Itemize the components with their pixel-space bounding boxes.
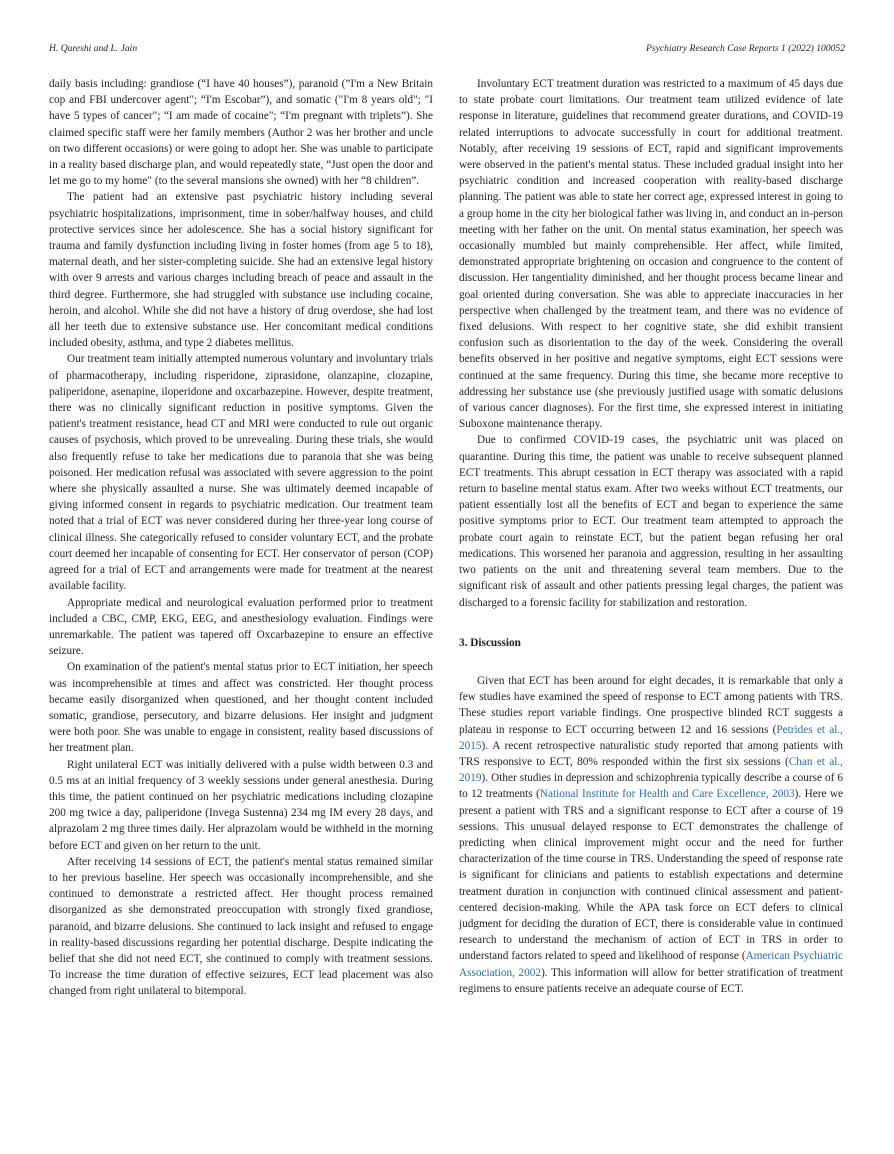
paragraph: Involuntary ECT treatment duration was restricted to a maximum of 45 days due to state probate court limitations. Our treatment team utilized evidence of late response in literature, guidelines that recommend greater durations, and COVID-19 related interruptions to advocate successfully in court for additional treatment. Notably, after receiving 19 sessions of ECT, rapid and significant improvements were observed in the patient's mental status. These included gradual insight into her psychiatric condition and increased cooperation with reality-based discharge planning. The patient was able to state her correct age, expressed interest in going to a group home in the city her biological father was living in, and conduct an in-person meeting with her father on the unit. On mental status examination, her speech was occasionally mumbled but mainly comprehensible. Her affect, while limited, demonstrated appropriate brightening on occasion and congruence to the content of discussion. Her tangentiality diminished, and her thought process became linear and goal oriented during conversation. She was able to appreciate inaccuracies in her perspective when challenged by the treatment team, and there was no evidence of fixed delusions. With respect to her cognitive state, she did exhibit transient confusion such as disorientation to the day of the week. Considering the overall benefits observed in her positive and negative symptoms, eight ECT sessions were continued at the same frequency. During this time, she became more receptive to addressing her substance use (she previously justified usage with somatic delusions of various cancer diagnoses). For the first time, she expressed interest in initiating Suboxone maintenance therapy.: [459, 78, 843, 431]
paragraph: daily basis including: grandiose (“I have 40 houses”), paranoid (”I'm a New Britain cop and FBI undercover agent"; “I'm Escobar”), and somatic ("I'm 8 years old"; "I have 5 types of cancer"; “I am made of cocaine"; “I'm pregnant with triplets”). She claimed specific staff were her family members (Author 2 was her brother and uncle on two different occasions) or were going to adopt her. She was unable to participate in a reality based discharge plan, and would repeatedly state, “Just open the door and let me go to my home" (to the several mansions she owned) with her “8 children”.: [49, 78, 433, 188]
discussion-paragraph: [459, 673, 843, 997]
text-run: ). A recent retrospective naturalistic study reported that among patients with TRS responsive to ECT, 80% responded within the first six sessions (: [459, 739, 843, 768]
running-header-authors: H. Qureshi and L. Jain: [49, 43, 138, 54]
section-heading-discussion: 3. Discussion: [459, 636, 521, 649]
paragraph: After receiving 14 sessions of ECT, the patient's mental status remained similar to her previous baseline. Her speech was occasionally incomprehensible, and she continued to demonstrate a restricted affect. Her thought process remained disorganized as she demonstrated preoccupation with strongly fixed grandiose, paranoid, and bizarre delusions. She continued to lack insight and refused to engage in reality-based discussions regarding her potential discharge. Despite indicating the belief that she did not need ECT, she continued to comply with treatment sessions. To increase the time duration of effective seizures, ECT lead placement was also changed from right unilateral to bitemporal.: [49, 855, 433, 998]
paragraph: The patient had an extensive past psychiatric history including several psychiatric hospitalizations, imprisonment, time in sober/halfway houses, and child protective services since her adolescence. She has a social history significant for trauma and family dysfunction including living in foster homes (from age 5 to 18), maternal death, and her sister-completing suicide. She had an extensive legal history with over 9 arrests and various charges including breach of peace and assault in the third degree. Furthermore, she had struggled with substance use including cocaine, heroin, and alcohol. While she did not have a history of drug overdose, she had lost all her teeth due to extensive substance use. Her concomitant medical conditions included obesity, asthma, and type 2 diabetes mellitus.: [49, 191, 433, 350]
paragraph: Right unilateral ECT was initially delivered with a pulse width between 0.3 and 0.5 ms at an initial frequency of 3 weekly sessions under general anesthesia. During this time, the patient continued on her psychiatric medications including clozapine 200 mg twice a day, paliperidone (Invega Sustenna) 234 mg IM every 28 days, and alprazolam 2 mg three times daily. Her alprazolam would be withheld in the morning before ECT and given on her return to the unit.: [49, 758, 433, 852]
running-header-journal: Psychiatry Research Case Reports 1 (2022) 100052: [646, 43, 845, 54]
text-run: ). Here we present a patient with TRS and a significant response to ECT after a course of 19 sessions. This unusual delayed response to ECT demonstrates the challenge of predicting when clinical improvement might occur and the need for further characterization of the time course in TRS. Understanding the speed of response rate is significant for clinicians and patients to establish expectations and determine treatment duration in conjunction with continued clinical assessment and patient-centered decision-making. While the APA task force on ECT defers to clinical judgment for deciding the duration of ECT, there is considerable value in continued research to understand the mechanism of action of ECT in TRS in order to understand factors related to speed and likelihood of response (: [459, 788, 843, 963]
paragraph: Our treatment team initially attempted numerous voluntary and involuntary trials of pharmacotherapy, including risperidone, ziprasidone, olanzapine, clozapine, paliperidone, asenapine, iloperidone and oxcarbazepine. However, despite treatment, there was no clinically significant reduction in positive symptoms. Given the patient's treatment resistance, head CT and MRI were conducted to rule out organic causes of psychosis, which proved to be unrevealing. During these trials, she would also frequently refuse to take her medications due to paranoia that she was being poisoned. Her medication refusal was associated with severe aggression to the point where she physically assaulted a nurse. She was ultimately deemed incapable of giving informed consent in regards to psychiatric medication. Our treatment team noted that a trial of ECT was never considered during her three-year long course of clinical illness. She categorically refused to consider voluntary ECT, and the probate court deemed her incapable of consenting for ECT. Her conservator of person (COP) agreed for a trial of ECT and arrangements were made for treatment at the nearest available facility.: [49, 353, 433, 593]
citation-link[interactable]: American Psychiatric Association, 2002: [459, 950, 843, 979]
text-run: ). Other studies in depression and schizophrenia typically describe a course of 6 to 12 treatments (: [459, 772, 843, 801]
citation-link[interactable]: Chan et al., 2019: [459, 755, 843, 785]
paragraph: Due to confirmed COVID-19 cases, the psychiatric unit was placed on quarantine. During this time, the patient was unable to receive subsequent planned ECT treatments. This abrupt cessation in ECT therapy was associated with a rapid return to baseline mental status exam. After two weeks without ECT treatments, our patient essentially lost all the benefits of ECT and began to experience the same positive symptoms prior to ECT. Our treatment team attempted to approach the probate court again to reinstate ECT, but the patient began refusing her oral medications. This worsened her paranoia and aggression, resulting in her assaulting two patients on the unit and threatening several team members. Due to the significant risk of assault and other patients pressing legal charges, the patient was discharged to a forensic facility for stabilization and restoration.: [459, 434, 843, 609]
text-run: ). This information will allow for better stratification of treatment regimens to ensure patients receive an adequate course of ECT.: [459, 966, 843, 995]
text-run: Given that ECT has been around for eight decades, it is remarkable that only a few studies have examined the speed of response to ECT among patients with TRS. These studies report variable findings. One prospective blinded RCT suggests a plateau in response to ECT occurring between 12 and 16 sessions (: [459, 674, 843, 736]
right-column: [459, 76, 843, 997]
left-column: [49, 76, 433, 1000]
citation-link[interactable]: Petrides et al., 2015: [459, 723, 843, 752]
paragraph: On examination of the patient's mental status prior to ECT initiation, her speech was incomprehensible at times and affect was constricted. Her thought process became easily disorganized when questioned, and her thought content included somatic, grandiose, persecutory, and bizarre delusions. Her insight and judgment were both poor. She was unable to engage in consistent, reality based discussions of her treatment plan.: [49, 661, 433, 755]
citation-link[interactable]: National Institute for Health and Care Excellence, 2003: [539, 788, 795, 801]
paragraph: Appropriate medical and neurological evaluation performed prior to treatment included a CBC, CMP, EKG, EEG, and anesthesiology evaluation. Findings were unremarkable. The patient was tapered off Oxcarbazepine to ensure an effective seizure.: [49, 596, 433, 658]
